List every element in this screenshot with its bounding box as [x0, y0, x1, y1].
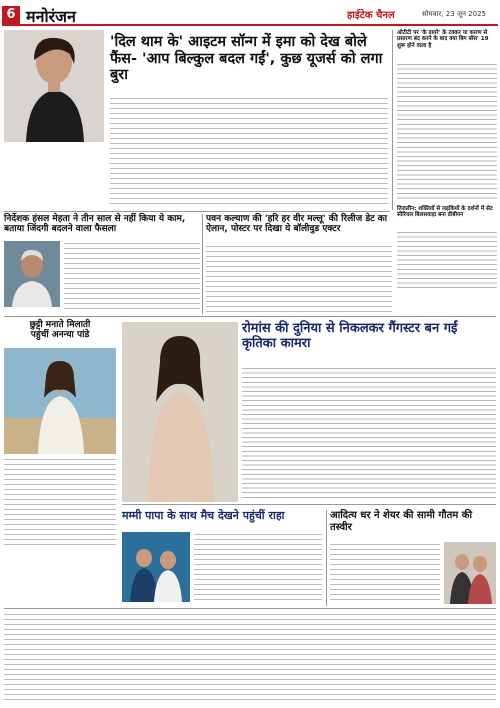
aditya-photo — [444, 542, 496, 604]
page-number: 6 — [2, 6, 20, 24]
right-story2-text — [397, 230, 497, 292]
lead-headline: 'दिल थाम के' आइटम सॉन्ग में इमा को देख बोले फैंस- 'आप बिल्कुल बदल गईं', कुछ यूजर्स को लगा बुरा — [110, 34, 383, 84]
section-rule — [122, 504, 496, 505]
mammi-body-text — [194, 532, 322, 604]
mammi-headline: मम्मी पापा के साथ मैच देखने पहुंचीं राहा — [122, 509, 285, 522]
nirdesh-photo-man — [4, 241, 60, 307]
right-story1-headline: ओटीटी पर 'के डायरे' के टक्कर या कारण से प्रसारण बंद करने के बाद क्या बिग बॉस' 19 शुरू होने वाला है — [397, 30, 489, 49]
aditya-body-text — [330, 542, 440, 604]
mammi-photo-stadium — [122, 532, 190, 602]
lead-body-text — [110, 96, 388, 208]
romance-body-text — [242, 366, 496, 500]
mammi-photo — [122, 532, 190, 602]
nirdesh-headline: निर्देशक हंसल मेहता ने तीन साल से नहीं किया ये काम, बताया जिंदगी बदलने वाला फैसला — [4, 214, 186, 235]
column-divider — [392, 30, 393, 210]
right-story1-text — [397, 62, 497, 202]
romance-photo — [122, 322, 238, 502]
nirdesh-photo — [4, 241, 60, 307]
aditya-headline: आदित्य धर ने शेयर की सामी गौतम की तस्वीर — [330, 510, 473, 533]
section-rule — [4, 316, 496, 317]
section-title: मनोरंजन — [26, 7, 76, 26]
aditya-photo-couple — [444, 542, 496, 604]
issue-date: सोमवार, 23 जून 2025 — [422, 10, 486, 18]
romance-headline: रोमांस की दुनिया से निकलकर गैंगस्टर बन गईं कृतिका कामरा — [242, 321, 458, 351]
newspaper-logo: हाईटेक चैनल — [347, 10, 395, 21]
lead-photo-woman-figure — [4, 30, 104, 142]
chhuti-photo — [4, 348, 116, 454]
chhuti-headline: छुट्टी मनाते मिलाती पहुंचीं अनन्या पांडे — [29, 320, 91, 341]
section-rule — [4, 608, 496, 609]
lead-photo — [4, 30, 104, 142]
pawan-body-text — [206, 244, 392, 314]
chhuti-photo-woman — [4, 348, 116, 454]
nirdesh-body-text — [64, 241, 200, 311]
right-story2-headline: तिजलीन: शक्तियों से लड़कियों के दर्शनों में सेट सीरियल बिलसवाड़ा बना डीबीयन — [397, 206, 493, 219]
section-rule — [4, 211, 390, 212]
column-divider — [326, 510, 327, 606]
column-divider — [202, 214, 203, 314]
bottom-body-text — [4, 612, 496, 704]
pawan-headline: पवन कल्याण की 'हरि हर वीर मल्लू' की रिलीज डेट का ऐलान, पोस्टर पर दिखा ये बॉलीवुड एक्टर — [206, 214, 388, 235]
romance-photo-actress — [122, 322, 238, 502]
chhuti-body-text — [4, 457, 116, 549]
page-header — [2, 4, 498, 26]
